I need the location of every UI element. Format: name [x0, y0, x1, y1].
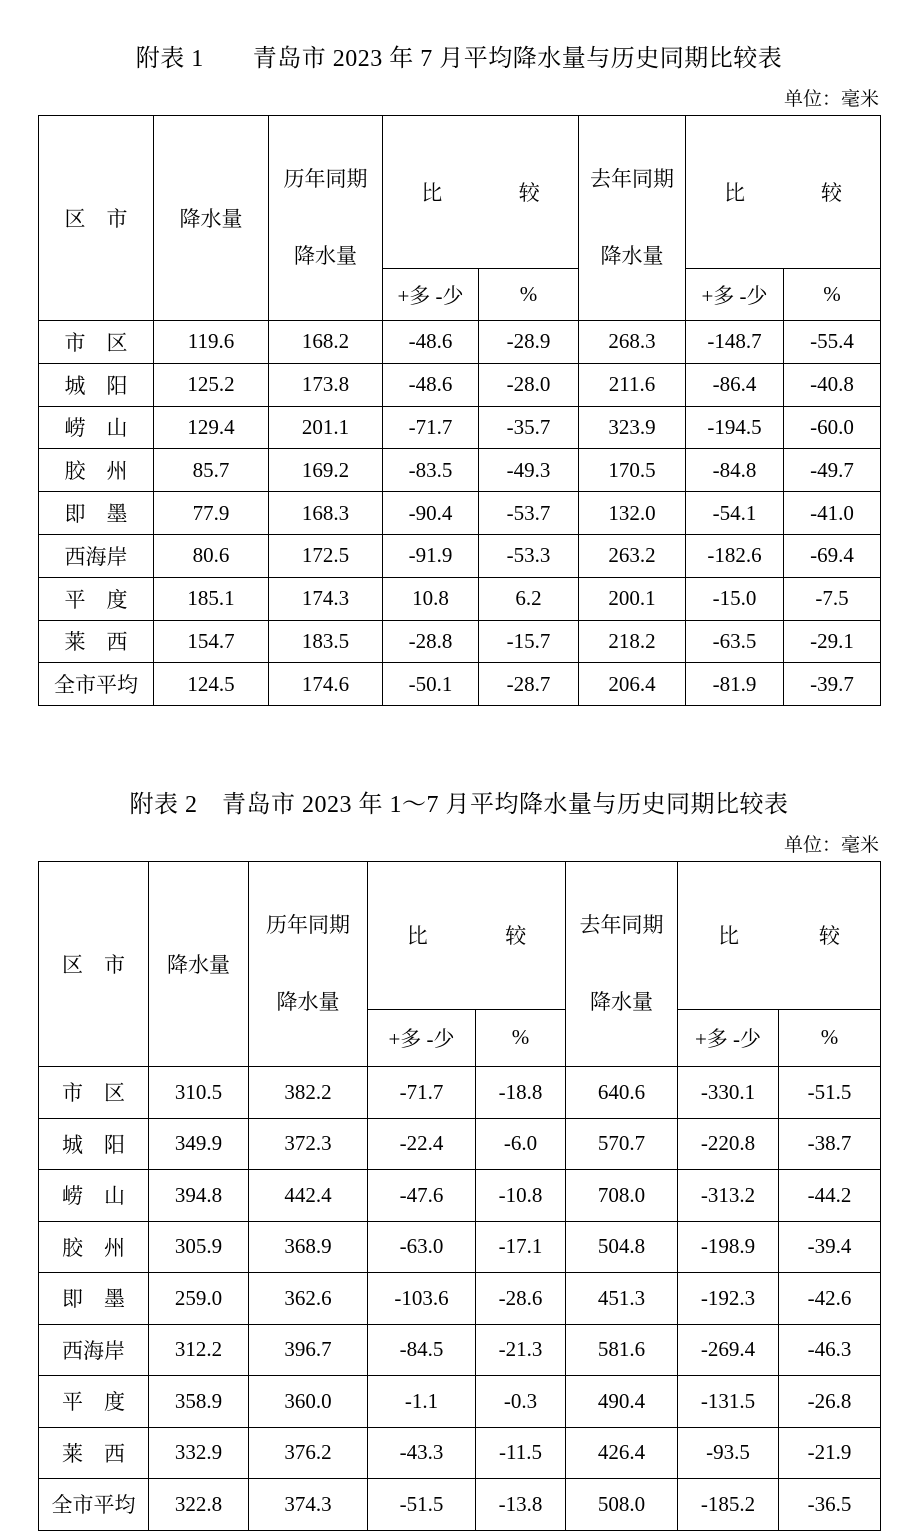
table-row: [39, 1376, 881, 1428]
table-row: [39, 1067, 881, 1119]
value-cell: 362.6: [249, 1273, 368, 1325]
rainfall-comparison-table-july: [38, 115, 881, 706]
table-row: [39, 534, 881, 577]
header-rainfall: 降水量: [154, 116, 269, 321]
header-percent-2: %: [779, 1009, 881, 1066]
value-cell: 132.0: [579, 492, 686, 535]
value-cell: -71.7: [383, 406, 479, 449]
value-cell: -21.9: [779, 1427, 881, 1479]
value-cell: 268.3: [579, 321, 686, 364]
value-cell: 174.3: [269, 577, 383, 620]
value-cell: 332.9: [149, 1427, 249, 1479]
value-cell: -39.4: [779, 1221, 881, 1273]
value-cell: -194.5: [686, 406, 784, 449]
header-last-year-line2: 降水量: [590, 990, 653, 1015]
value-cell: -28.9: [479, 321, 579, 364]
header-compare-char2: 较: [505, 924, 527, 949]
value-cell: 382.2: [249, 1067, 368, 1119]
value-cell: -1.1: [368, 1376, 476, 1428]
value-cell: 218.2: [579, 620, 686, 663]
table-2-unit-label: 单位：毫米: [783, 835, 879, 857]
value-cell: -63.0: [368, 1221, 476, 1273]
value-cell: -51.5: [368, 1479, 476, 1531]
value-cell: -198.9: [678, 1221, 779, 1273]
header-compare-char1: 比: [406, 924, 428, 949]
value-cell: -44.2: [779, 1170, 881, 1222]
value-cell: -103.6: [368, 1273, 476, 1325]
value-cell: -29.1: [784, 620, 881, 663]
header-comparison-1-spread: [368, 920, 565, 950]
header-compare-char1: 比: [718, 924, 739, 949]
header-compare-char1: 比: [724, 181, 745, 206]
header-compare-char2: 较: [518, 181, 540, 206]
table-row: [39, 449, 881, 492]
value-cell: 372.3: [249, 1118, 368, 1170]
header-plus-minus-1: +多 -少: [383, 269, 479, 321]
region-cell: 胶 州: [39, 1221, 149, 1273]
region-cell: 全市平均: [39, 663, 154, 706]
value-cell: -13.8: [476, 1479, 566, 1531]
value-cell: 119.6: [154, 321, 269, 364]
value-cell: -86.4: [686, 363, 784, 406]
value-cell: 259.0: [149, 1273, 249, 1325]
value-cell: 85.7: [154, 449, 269, 492]
section-table-1: [38, 42, 880, 706]
region-cell: 城 阳: [39, 363, 154, 406]
value-cell: -269.4: [678, 1324, 779, 1376]
value-cell: -40.8: [784, 363, 881, 406]
table-row: [39, 1479, 881, 1531]
rainfall-comparison-table-jan-july: [38, 861, 881, 1531]
header-comparison-2: [686, 116, 881, 269]
value-cell: -131.5: [678, 1376, 779, 1428]
value-cell: 504.8: [566, 1221, 678, 1273]
header-percent-1: %: [479, 269, 579, 321]
table-row: [39, 1170, 881, 1222]
header-last-year: [579, 116, 686, 321]
value-cell: -28.0: [479, 363, 579, 406]
value-cell: -17.1: [476, 1221, 566, 1273]
region-cell: 西海岸: [39, 534, 154, 577]
value-cell: -46.3: [779, 1324, 881, 1376]
value-cell: -192.3: [678, 1273, 779, 1325]
table-2-title: 附表 2 青岛市 2023 年 1～7 月平均降水量与历史同期比较表: [129, 792, 789, 819]
header-plus-minus-2: +多 -少: [686, 269, 784, 321]
header-historical-line1: 历年同期: [283, 167, 368, 191]
value-cell: 581.6: [566, 1324, 678, 1376]
value-cell: 169.2: [269, 449, 383, 492]
value-cell: -6.0: [476, 1118, 566, 1170]
value-cell: 154.7: [154, 620, 269, 663]
value-cell: 349.9: [149, 1118, 249, 1170]
region-cell: 莱 西: [39, 1427, 149, 1479]
value-cell: 129.4: [154, 406, 269, 449]
header-comparison-1: [383, 116, 579, 269]
value-cell: -90.4: [383, 492, 479, 535]
header-comparison-2: [678, 862, 881, 1010]
header-last-year-line1: 去年同期: [590, 167, 674, 191]
header-compare-char2: 较: [821, 181, 842, 206]
table-row: [39, 663, 881, 706]
value-cell: -55.4: [784, 321, 881, 364]
value-cell: -41.0: [784, 492, 881, 535]
header-comparison-1-spread: [383, 177, 578, 207]
value-cell: 170.5: [579, 449, 686, 492]
table-2-body: [39, 1067, 881, 1531]
table-1-title: 附表 1 青岛市 2023 年 7 月平均降水量与历史同期比较表: [135, 46, 783, 72]
value-cell: -26.8: [779, 1376, 881, 1428]
table-row: [39, 620, 881, 663]
value-cell: 168.3: [269, 492, 383, 535]
region-cell: 崂 山: [39, 406, 154, 449]
value-cell: -50.1: [383, 663, 479, 706]
header-historical-avg: [249, 862, 368, 1067]
table-1-header: [39, 116, 881, 321]
table-row: [39, 406, 881, 449]
value-cell: -49.7: [784, 449, 881, 492]
value-cell: 426.4: [566, 1427, 678, 1479]
region-cell: 崂 山: [39, 1170, 149, 1222]
value-cell: -60.0: [784, 406, 881, 449]
table-row: [39, 1118, 881, 1170]
value-cell: 451.3: [566, 1273, 678, 1325]
value-cell: 174.6: [269, 663, 383, 706]
value-cell: 305.9: [149, 1221, 249, 1273]
value-cell: -7.5: [784, 577, 881, 620]
region-cell: 即 墨: [39, 492, 154, 535]
value-cell: -28.8: [383, 620, 479, 663]
value-cell: 322.8: [149, 1479, 249, 1531]
value-cell: -84.8: [686, 449, 784, 492]
value-cell: -71.7: [368, 1067, 476, 1119]
value-cell: -38.7: [779, 1118, 881, 1170]
table-row: [39, 577, 881, 620]
value-cell: 310.5: [149, 1067, 249, 1119]
header-comparison-2-spread: [686, 177, 880, 207]
table-row: [39, 1221, 881, 1273]
value-cell: -51.5: [779, 1067, 881, 1119]
region-cell: 即 墨: [39, 1273, 149, 1325]
header-historical-line2: 降水量: [276, 990, 340, 1015]
header-last-year-line2: 降水量: [600, 244, 664, 268]
value-cell: 376.2: [249, 1427, 368, 1479]
value-cell: 80.6: [154, 534, 269, 577]
region-cell: 全市平均: [39, 1479, 149, 1531]
value-cell: -185.2: [678, 1479, 779, 1531]
value-cell: 490.4: [566, 1376, 678, 1428]
value-cell: 172.5: [269, 534, 383, 577]
value-cell: -36.5: [779, 1479, 881, 1531]
value-cell: -148.7: [686, 321, 784, 364]
region-cell: 西海岸: [39, 1324, 149, 1376]
value-cell: 442.4: [249, 1170, 368, 1222]
value-cell: -11.5: [476, 1427, 566, 1479]
header-region: 区 市: [39, 862, 149, 1067]
value-cell: 358.9: [149, 1376, 249, 1428]
value-cell: -84.5: [368, 1324, 476, 1376]
table-row: [39, 1273, 881, 1325]
value-cell: 570.7: [566, 1118, 678, 1170]
value-cell: -15.0: [686, 577, 784, 620]
value-cell: -220.8: [678, 1118, 779, 1170]
value-cell: -48.6: [383, 321, 479, 364]
value-cell: 185.1: [154, 577, 269, 620]
value-cell: 394.8: [149, 1170, 249, 1222]
table-row: [39, 363, 881, 406]
value-cell: 396.7: [249, 1324, 368, 1376]
value-cell: -330.1: [678, 1067, 779, 1119]
value-cell: 312.2: [149, 1324, 249, 1376]
value-cell: 708.0: [566, 1170, 678, 1222]
header-row-top: [39, 116, 881, 269]
value-cell: -15.7: [479, 620, 579, 663]
table-row: [39, 1324, 881, 1376]
table-row: [39, 1427, 881, 1479]
value-cell: -69.4: [784, 534, 881, 577]
section-table-2: [38, 788, 880, 1531]
header-region: 区 市: [39, 116, 154, 321]
region-cell: 胶 州: [39, 449, 154, 492]
header-last-year: [566, 862, 678, 1067]
header-historical-line2: 降水量: [294, 244, 357, 268]
value-cell: -43.3: [368, 1427, 476, 1479]
value-cell: 10.8: [383, 577, 479, 620]
header-plus-minus-2: +多 -少: [678, 1009, 779, 1066]
value-cell: -10.8: [476, 1170, 566, 1222]
value-cell: -93.5: [678, 1427, 779, 1479]
value-cell: 168.2: [269, 321, 383, 364]
region-cell: 莱 西: [39, 620, 154, 663]
table-1-body: [39, 321, 881, 706]
region-cell: 城 阳: [39, 1118, 149, 1170]
value-cell: -22.4: [368, 1118, 476, 1170]
value-cell: 211.6: [579, 363, 686, 406]
header-percent-1: %: [476, 1009, 566, 1066]
value-cell: 200.1: [579, 577, 686, 620]
value-cell: 263.2: [579, 534, 686, 577]
value-cell: 360.0: [249, 1376, 368, 1428]
header-rainfall: 降水量: [149, 862, 249, 1067]
value-cell: -83.5: [383, 449, 479, 492]
value-cell: 368.9: [249, 1221, 368, 1273]
value-cell: -21.3: [476, 1324, 566, 1376]
region-cell: 市 区: [39, 1067, 149, 1119]
table-2-header: [39, 862, 881, 1067]
table-row: [39, 492, 881, 535]
value-cell: -42.6: [779, 1273, 881, 1325]
value-cell: 508.0: [566, 1479, 678, 1531]
header-plus-minus-1: +多 -少: [368, 1009, 476, 1066]
value-cell: -28.7: [479, 663, 579, 706]
value-cell: -47.6: [368, 1170, 476, 1222]
value-cell: -63.5: [686, 620, 784, 663]
header-comparison-1: [368, 862, 566, 1010]
value-cell: 77.9: [154, 492, 269, 535]
value-cell: -182.6: [686, 534, 784, 577]
value-cell: 6.2: [479, 577, 579, 620]
header-compare-char1: 比: [421, 181, 443, 206]
header-historical-avg: [269, 116, 383, 321]
value-cell: 374.3: [249, 1479, 368, 1531]
value-cell: 183.5: [269, 620, 383, 663]
value-cell: 323.9: [579, 406, 686, 449]
header-row-top: [39, 862, 881, 1010]
value-cell: -53.3: [479, 534, 579, 577]
value-cell: -0.3: [476, 1376, 566, 1428]
value-cell: -81.9: [686, 663, 784, 706]
value-cell: -28.6: [476, 1273, 566, 1325]
value-cell: 173.8: [269, 363, 383, 406]
value-cell: -48.6: [383, 363, 479, 406]
value-cell: 206.4: [579, 663, 686, 706]
value-cell: 640.6: [566, 1067, 678, 1119]
region-cell: 平 度: [39, 1376, 149, 1428]
header-last-year-line1: 去年同期: [579, 913, 664, 938]
value-cell: -91.9: [383, 534, 479, 577]
table-1-unit-label: 单位：毫米: [783, 89, 879, 110]
header-percent-2: %: [784, 269, 881, 321]
value-cell: -35.7: [479, 406, 579, 449]
table-row: [39, 321, 881, 364]
value-cell: -313.2: [678, 1170, 779, 1222]
value-cell: -39.7: [784, 663, 881, 706]
header-historical-line1: 历年同期: [266, 913, 350, 938]
value-cell: -54.1: [686, 492, 784, 535]
value-cell: -53.7: [479, 492, 579, 535]
value-cell: -18.8: [476, 1067, 566, 1119]
header-comparison-2-spread: [678, 920, 880, 950]
value-cell: 125.2: [154, 363, 269, 406]
value-cell: -49.3: [479, 449, 579, 492]
region-cell: 平 度: [39, 577, 154, 620]
value-cell: 124.5: [154, 663, 269, 706]
region-cell: 市 区: [39, 321, 154, 364]
header-compare-char2: 较: [819, 924, 840, 949]
value-cell: 201.1: [269, 406, 383, 449]
